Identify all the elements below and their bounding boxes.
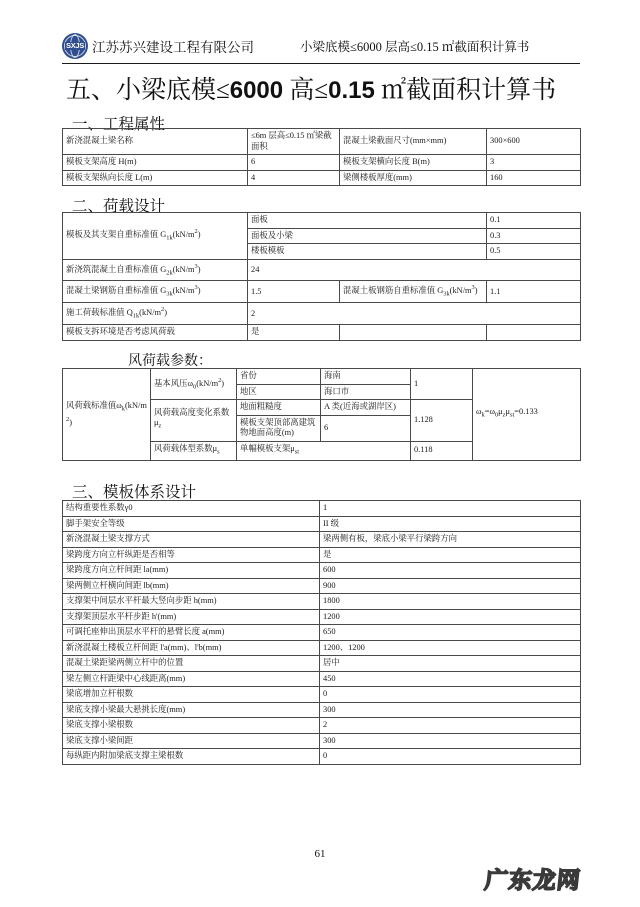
- cell-value: 450: [320, 671, 581, 687]
- cell-label-2: 梁侧楼板厚度(mm): [340, 170, 487, 186]
- table-formwork-system: [62, 500, 581, 765]
- cell-empty-1: [340, 325, 487, 341]
- company-logo: [62, 33, 254, 59]
- section-heading-2: 二、荷载设计: [72, 198, 166, 215]
- table-row: [63, 594, 581, 610]
- cell-value-2: 300×600: [487, 129, 581, 155]
- title-number-2: 0.15: [328, 77, 375, 104]
- table-wind-load: [62, 368, 581, 461]
- cell-label: 可调托座伸出顶层水平杆的悬臂长度 a(mm): [63, 625, 320, 641]
- cell-wind-consider-value: 是: [248, 325, 340, 341]
- cell-us-sub-label: 单幅模板支架$\mu_{st}$: [237, 441, 411, 460]
- table-project-properties: [62, 128, 581, 186]
- cell-label: 梁底增加立杆根数: [63, 687, 320, 703]
- table-row: [63, 547, 581, 563]
- cell-value: 900: [320, 578, 581, 594]
- cell-value: 1200: [320, 609, 581, 625]
- cell-value: 0: [320, 749, 581, 765]
- table-row: [63, 281, 581, 303]
- cell-g1k-value-3: 0.5: [487, 244, 581, 260]
- logo-text: SXJS: [66, 41, 84, 50]
- table-row: [63, 170, 581, 186]
- cell-label-2: 模板支架横向长度 B(m): [340, 155, 487, 171]
- table-row: [63, 625, 581, 641]
- cell-value: II 级: [320, 516, 581, 532]
- table-row: [63, 213, 581, 229]
- cell-value: 300: [320, 733, 581, 749]
- cell-top-height-value: 6: [321, 415, 411, 441]
- cell-province-value: 海南: [321, 369, 411, 385]
- page-header: [62, 30, 580, 62]
- cell-g1k-item-2: 面板及小梁: [248, 228, 487, 244]
- page-number: 61: [314, 848, 326, 860]
- cell-value: 1200、1200: [320, 640, 581, 656]
- cell-label: 新浇混凝土楼板立杆间距 l'a(mm)、l'b(mm): [63, 640, 320, 656]
- cell-wind-formula: $\omega_k=\omega_0\mu_z\mu_{st}=0.133$: [473, 369, 581, 461]
- cell-label: 新浇混凝土梁支撑方式: [63, 532, 320, 548]
- cell-label: 模板支架纵向长度 L(m): [63, 170, 248, 186]
- cell-label: 梁跨度方向立杆间距 la(mm): [63, 563, 320, 579]
- table-row: [63, 325, 581, 341]
- cell-province-label: 省份: [237, 369, 321, 385]
- cell-value: 1800: [320, 594, 581, 610]
- cell-label: 模板支架高度 H(m): [63, 155, 248, 171]
- cell-q1k-value: 2: [248, 303, 581, 325]
- table-row: [63, 671, 581, 687]
- table-row: [63, 129, 581, 155]
- table-row: [63, 369, 581, 385]
- cell-g2k-label: 新浇筑混凝土自重标准值 $G_{2k}(kN/m^3)$: [63, 259, 248, 281]
- cell-region-value: 海口市: [321, 384, 411, 400]
- cell-value: 2: [320, 718, 581, 734]
- wind-params-heading: 风荷载参数：: [128, 354, 212, 369]
- table-row: [63, 609, 581, 625]
- company-name: 江苏苏兴建设工程有限公司: [92, 40, 254, 55]
- cell-us-value: 0.118: [411, 441, 473, 460]
- table-row: [63, 501, 581, 517]
- section-heading-1: 一、工程属性: [72, 116, 166, 133]
- cell-label: 梁底支撑小梁根数: [63, 718, 320, 734]
- cell-us-label: 风荷载体型系数$\mu_s$: [151, 441, 237, 460]
- cell-value: 0: [320, 687, 581, 703]
- cell-value: 梁两侧有板，梁底小梁平行梁跨方向: [320, 532, 581, 548]
- cell-label: 梁左侧立杆距梁中心线距离(mm): [63, 671, 320, 687]
- cell-top-height-label: 模板支架顶部离建筑物地面高度(m): [237, 415, 321, 441]
- cell-roughness-label: 地面粗糙度: [237, 400, 321, 416]
- cell-g3k-slab-label: 混凝土板钢筋自重标准值 $G_{3k}(kN/m^3)$: [340, 281, 487, 303]
- cell-value: ≤6m 层高≤0.15 ㎡梁截面积: [248, 129, 340, 155]
- cell-q1k-label: 施工荷载标准值 $Q_{1k}(kN/m^2)$: [63, 303, 248, 325]
- table-row: [63, 563, 581, 579]
- title-number-1: 6000: [229, 77, 284, 104]
- header-divider: [62, 63, 580, 64]
- cell-w0-value: 1: [411, 369, 473, 400]
- table-row: [63, 733, 581, 749]
- cell-value-2: 3: [487, 155, 581, 171]
- table-row: [63, 516, 581, 532]
- cell-value: 4: [248, 170, 340, 186]
- title-prefix: 五、小梁底模≤: [66, 77, 230, 104]
- table-row: [63, 656, 581, 672]
- table-row: [63, 578, 581, 594]
- cell-g1k-item-3: 楼板模板: [248, 244, 487, 260]
- table-row: [63, 303, 581, 325]
- cell-label: 结构重要性系数γ0: [63, 501, 320, 517]
- cell-region-label: 地区: [237, 384, 321, 400]
- cell-uz-value: 1.128: [411, 400, 473, 442]
- cell-g3k-beam-value: 1.5: [248, 281, 340, 303]
- table-row: [63, 702, 581, 718]
- cell-g1k-value-1: 0.1: [487, 213, 581, 229]
- cell-value: 650: [320, 625, 581, 641]
- cell-label: 支撑架顶层水平杆步距 h'(mm): [63, 609, 320, 625]
- cell-roughness-value: A 类(近海或湖岸区): [321, 400, 411, 416]
- cell-wind-standard-label: 风荷载标准值$\omega_k(kN/m^2)$: [63, 369, 151, 461]
- cell-g2k-value: 24: [248, 259, 581, 281]
- table-row: [63, 155, 581, 171]
- globe-icon: [62, 33, 88, 59]
- cell-label: 梁两侧立杆横向间距 lb(mm): [63, 578, 320, 594]
- cell-label: 新浇混凝土梁名称: [63, 129, 248, 155]
- table-row: [63, 718, 581, 734]
- watermark: 广东龙网: [483, 868, 583, 894]
- cell-value: 6: [248, 155, 340, 171]
- cell-value: 600: [320, 563, 581, 579]
- table-row: [63, 640, 581, 656]
- cell-label: 混凝土梁距梁两侧立杆中的位置: [63, 656, 320, 672]
- cell-empty-2: [487, 325, 581, 341]
- cell-label: 梁底支撑小梁间距: [63, 733, 320, 749]
- header-doc-title: 小梁底模≤6000 层高≤0.15 ㎡截面积计算书: [300, 40, 530, 54]
- cell-label: 梁跨度方向立杆纵距是否相等: [63, 547, 320, 563]
- cell-g1k-item-1: 面板: [248, 213, 487, 229]
- table-row: [63, 749, 581, 765]
- cell-label-2: 混凝土梁截面尺寸(mm×mm): [340, 129, 487, 155]
- cell-label: 每纵距内附加梁底支撑主梁根数: [63, 749, 320, 765]
- cell-wind-consider-label: 模板支拆环境是否考虑风荷载: [63, 325, 248, 341]
- cell-label: 梁底支撑小梁最大悬挑长度(mm): [63, 702, 320, 718]
- cell-g3k-beam-label: 混凝土梁钢筋自重标准值 $G_{3k}(kN/m^3)$: [63, 281, 248, 303]
- cell-g1k-label: 模板及其支架自重标准值 $G_{1k}(kN/m^2)$: [63, 213, 248, 260]
- section-heading-3: 三、模板体系设计: [72, 484, 197, 501]
- page-title: [66, 76, 580, 106]
- cell-value: 300: [320, 702, 581, 718]
- cell-g3k-slab-value: 1.1: [487, 281, 581, 303]
- table-row: [63, 687, 581, 703]
- table-row: [63, 532, 581, 548]
- cell-uz-label: 风荷载高度变化系数$\mu_z$: [151, 400, 237, 442]
- table-row: [63, 259, 581, 281]
- cell-label: 支撑架中间层水平杆最大竖向步距 h(mm): [63, 594, 320, 610]
- cell-label: 脚手架安全等级: [63, 516, 320, 532]
- title-suffix: ㎡截面积计算书: [374, 77, 557, 104]
- cell-value: 1: [320, 501, 581, 517]
- cell-value-2: 160: [487, 170, 581, 186]
- cell-value: 居中: [320, 656, 581, 672]
- cell-g1k-value-2: 0.3: [487, 228, 581, 244]
- cell-value: 是: [320, 547, 581, 563]
- title-mid: 高≤: [283, 77, 329, 104]
- table-load-design: [62, 212, 581, 341]
- cell-w0-label: 基本风压$\omega_0(kN/m^2)$: [151, 369, 237, 400]
